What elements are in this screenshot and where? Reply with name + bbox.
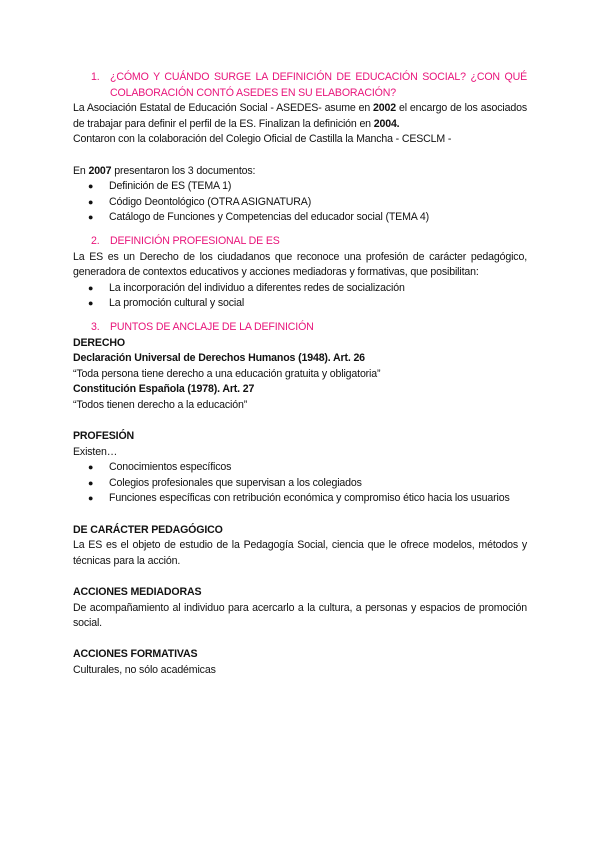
quote-declaracion: “Toda persona tiene derecho a una educación gratuita y obligatoria” <box>73 367 381 380</box>
list-item-text: La incorporación del individuo a diferentes redes de socialización <box>109 281 405 294</box>
list-item <box>73 476 527 492</box>
section-heading-1 <box>91 70 527 101</box>
section-title: PUNTOS DE ANCLAJE DE LA DEFINICIÓN <box>110 320 314 333</box>
list-item <box>73 296 527 312</box>
bold-year: 2007 <box>88 164 112 177</box>
spacer <box>73 569 527 585</box>
bullet-icon: ● <box>88 298 94 309</box>
text-run: presentaron los 3 documentos: <box>111 164 256 177</box>
text-run: En <box>73 164 89 177</box>
bullet-icon: ● <box>88 477 94 488</box>
bullet-icon: ● <box>88 282 94 293</box>
list-item <box>73 195 527 211</box>
section-heading-3 <box>91 320 527 336</box>
bullet-icon: ● <box>88 196 94 207</box>
text-run: La Asociación Estatal de Educación Social - ASEDES- asume en <box>73 102 374 115</box>
text-run: el encargo de los asociados de trabajar para definir el perfil de la ES. Finalizan la definición en <box>73 102 527 130</box>
list-item-text: Definición de ES (TEMA 1) <box>109 180 232 193</box>
list-item <box>73 210 527 226</box>
spacer <box>73 148 527 164</box>
bullet-icon: ● <box>88 181 94 192</box>
paragraph-pedagogico: La ES es el objeto de estudio de la Pedagogía Social, ciencia que le ofrece modelos, métodos y técnicas para la acción. <box>73 539 527 567</box>
bullet-list-profesion <box>73 460 527 507</box>
paragraph-mediadoras: De acompañamiento al individuo para acercarlo a la cultura, a personas y espacios de promoción social. <box>73 601 527 630</box>
spacer <box>73 632 527 648</box>
list-item-text: Colegios profesionales que supervisan a los colegiados <box>109 476 362 489</box>
bold-year: 2004. <box>373 117 400 130</box>
list-item <box>73 460 527 476</box>
paragraph-formativas: Culturales, no sólo académicas <box>73 663 216 676</box>
reference-constitucion: Constitución Española (1978). Art. 27 <box>73 383 255 396</box>
section-number: 3. <box>91 320 100 333</box>
list-item-text: La promoción cultural y social <box>109 297 245 310</box>
quote-constitucion: “Todos tienen derecho a la educación” <box>73 398 248 411</box>
spacer <box>73 226 527 234</box>
section-title: ¿CÓMO Y CUÁNDO SURGE LA DEFINICIÓN DE EDUCACIÓN SOCIAL? ¿CON QUÉ COLABORACIÓN CONTÓ ASEDES EN SU ELABORACIÓN? <box>110 71 527 99</box>
bullet-icon: ● <box>88 493 94 504</box>
list-item-text: Funciones específicas con retribución económica y compromiso ético hacia los usuarios <box>109 492 510 505</box>
subheading-pedagogico: DE CARÁCTER PEDAGÓGICO <box>73 523 223 536</box>
subheading-profesion: PROFESIÓN <box>73 430 135 443</box>
section-heading-2 <box>91 234 527 250</box>
spacer <box>73 413 527 429</box>
spacer <box>73 312 527 320</box>
spacer <box>73 507 527 523</box>
section-title: DEFINICIÓN PROFESIONAL DE ES <box>110 234 280 247</box>
bullet-icon: ● <box>88 212 94 223</box>
list-item <box>73 281 527 297</box>
document-body <box>73 70 527 679</box>
reference-declaracion: Declaración Universal de Derechos Humanos (1948). Art. 26 <box>73 352 365 365</box>
bullet-list-definicion <box>73 281 527 312</box>
paragraph-definicion: La ES es un Derecho de los ciudadanos que reconoce una profesión de carácter pedagógico, generadora de contextos educativos y acciones mediadoras y formativas, que posibilitan: <box>73 250 527 279</box>
subheading-mediadoras: ACCIONES MEDIADORAS <box>73 586 202 598</box>
subheading-formativas: ACCIONES FORMATIVAS <box>73 648 198 661</box>
list-item-text: Catálogo de Funciones y Competencias del educador social (TEMA 4) <box>109 211 430 224</box>
subheading-derecho: DERECHO <box>73 336 125 349</box>
list-item-text: Código Deontológico (OTRA ASIGNATURA) <box>109 195 312 208</box>
paragraph-documentos <box>73 164 527 180</box>
bold-year: 2002 <box>373 102 397 115</box>
list-item <box>73 491 527 507</box>
paragraph-existen: Existen… <box>73 445 118 458</box>
section-number: 1. <box>91 71 100 83</box>
list-item-text: Conocimientos específicos <box>109 461 232 474</box>
section-number: 2. <box>91 234 100 247</box>
bullet-icon: ● <box>88 462 94 473</box>
list-item <box>73 179 527 195</box>
bullet-list-documentos <box>73 179 527 226</box>
paragraph-asedes <box>73 101 527 132</box>
paragraph-colaboracion: Contaron con la colaboración del Colegio Oficial de Castilla la Mancha - CESCLM - <box>73 133 452 146</box>
